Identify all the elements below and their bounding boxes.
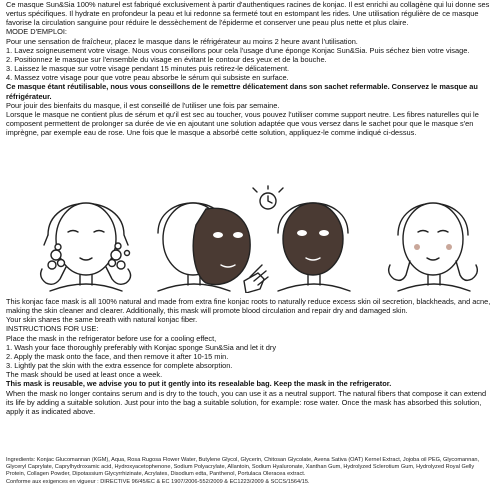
en-bold-note: This mask is reusable, we advise you to put it gently into its resealable bag. Keep the mask in the refrigerator. [6,379,392,389]
fr-step-3: 3. Laissez le masque sur votre visage pendant 15 minutes puis retirez-le délicatement. [6,64,290,74]
mask-on-face-icon [253,186,350,291]
fr-step-4: 4. Massez votre visage pour que votre peau absorbe le sérum qui subsiste en surface. [6,73,289,83]
fr-bold-note: Ce masque étant réutilisable, nous vous conseillons de le remettre délicatement dans son sachet refermable. Conservez le masque au réfrigérateur. [6,82,478,101]
fr-frequency: Pour jouir des bienfaits du masque, il est conseillé de l'utiliser une fois par semaine. [6,100,280,110]
en-step-1: 1. Wash your face thoroughly preferably with Konjac sponge Sun&Sia and let it dry [6,342,277,352]
ingredients-section [6,457,492,486]
fr-step-1: 1. Lavez soigneusement votre visage. Nous vous conseillons pour cela l'usage d'une éponge Konjac Sun&Sia. Puis séchez bien votre visage. [6,45,470,55]
french-section [6,0,492,137]
en-frequency: The mask should be used at least once a week. [6,370,163,380]
english-section [6,297,492,416]
face-massage-icon [389,203,478,291]
fr-intro: Ce masque Sun&Sia 100% naturel est fabriqué exclusivement à partir d'authentiques racines de konjac. Il est enrichi au collagène qui lui donne ses vertus spécifiques. Il hydrate en profondeur la peau et lui redonne sa fermeté tout en estompant les rides. Une utilisation régulière de ce masque favorise la circulation sanguine pour réduire le dessèchement de l'épiderme et conserver une peau plus nette et plus claire. [6,0,490,28]
fr-mode-intro: Pour une sensation de fraîcheur, placez le masque dans le réfrigérateur au moins 2 heure avant l'utilisation. [6,36,358,46]
fr-reuse-text: Lorsque le masque ne contient plus de sérum et qu'il est sec au toucher, vous pouvez l'utiliser comme support neutre. Les fibres naturelles qui le composent permettent de prolonger sa durée de vie en ajoutant une solution adaptée que vous versez dans le sachet pour que le masque s'en imprègne, par exemple eau de rose. Une fois que le masque a absorbé cette solution, appliquez-le comme indiqué ci-dessus. [6,109,479,138]
conformity-statement: Conforme aux exigences en vigueur : DIRECTIVE 96/45/EC & EC 1907/2006-552/2009 & EC1223/2009 & SCCS/1564/15. [6,478,310,485]
ingredients-list: Ingredients: Konjac Glucomannan (KGM), Aqua, Rosa Rugosa Flower Water, Butylene Glycol, Glycerin, Chitosan Glycolate, Avena Sativa (OAT) Kernel Extract, Jojoba oil PEG, Glycomannan, Glyceryl Caprylate, Caprylhydroxamic acid, Hydroxyacetophenone, Sodium Polyacrylate, Allantoin, Sodium Hyaluronate, Xanthan Gum, Hydrolyzed Sclerotium Gum, Hydrolyzed Royal Gelly Protein, Collagen Powder, Dipotassium Glycyrrhizinate, Acrylates, Disodium edta, Panthenol, Portulaca Oleracea extract. [6,457,480,478]
mask-application-icon [158,203,268,293]
usage-illustration [28,185,478,293]
en-step-3: 3. Lightly pat the skin with the extra essence for complete absorption. [6,361,233,371]
en-reuse-text: When the mask no longer contains serum and is dry to the touch, you can use it as a neutral support. The natural fibers that compose it can extend its life by adding a suitable solution. Just pour into the bag a suitable solution, for example: rose water. Once the mask has absorbed this solution, apply it as indicated above. [6,388,487,416]
en-instructions-intro: Place the mask in the refrigerator before use for a cooling effect, [6,333,217,343]
fr-mode-title: MODE D'EMPLOI: [6,27,67,37]
en-benefit: Your skin shares the same breath with natural konjac fiber. [6,315,198,325]
face-washing-icon [41,203,131,291]
en-intro: This konjac face mask is all 100% natural and made from extra fine konjac roots to naturally reduce excess skin oil secretion, blackheads, and acne, making the skin cleaner and clearer. Additionally, this mask will promote blood circulation and repair dry and damaged skin. [6,297,491,316]
en-step-2: 2. Apply the mask onto the face, and then remove it after 10-15 min. [6,351,229,361]
fr-step-2: 2. Positionnez le masque sur l'ensemble du visage en évitant le contour des yeux et de la bouche. [6,54,327,64]
en-instructions-title: INSTRUCTIONS FOR USE: [6,324,99,334]
